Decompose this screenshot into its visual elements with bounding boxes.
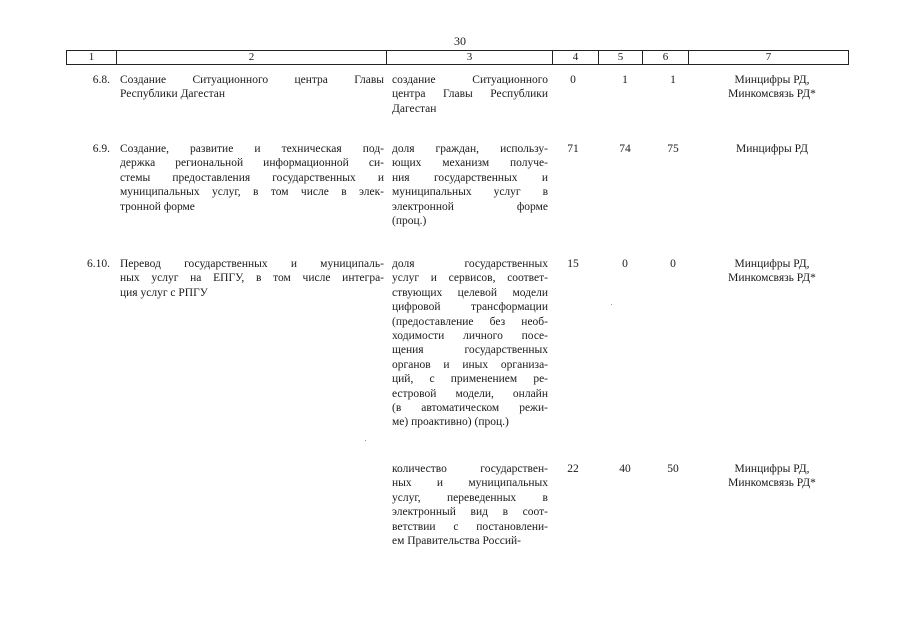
measure-name-line: тронной форме [120, 200, 195, 213]
measure-name [120, 73, 384, 102]
value-col-4: 0 [570, 74, 576, 86]
indicator-line: центра Главы Республики [392, 88, 548, 101]
indicator-text [392, 73, 548, 116]
value-col-6: 0 [670, 258, 676, 270]
indicator-text [392, 142, 548, 228]
measure-name-line: Создание, развитие и техническая под- [120, 143, 384, 155]
indicator-line: ходимости личного посе- [392, 330, 548, 343]
value-col-5: 40 [619, 463, 631, 475]
indicator-line: (предоставление без необ- [392, 315, 548, 328]
indicator-line: цифровой трансформации [392, 301, 548, 314]
indicator-line: создание Ситуационного [392, 74, 548, 86]
value-col-5: 0 [622, 258, 628, 270]
indicator-line: ствующих целевой модели [392, 286, 548, 299]
indicator-line: услуг и сервисов, соответ- [392, 272, 548, 285]
column-number-row [67, 51, 849, 65]
value-col-6: 75 [667, 143, 679, 155]
indicator-line: электронный вид в соот- [392, 506, 548, 519]
responsible-agency: Минцифры РД, Минкомсвязь РД* [728, 74, 816, 101]
row-number: 6.8. [92, 74, 110, 86]
indicator-text [392, 462, 548, 548]
column-number-cell: 4 [553, 51, 599, 65]
column-number-cell: 1 [67, 51, 117, 65]
indicator-line: ющих механизм получе- [392, 157, 548, 170]
responsible-agency: Минцифры РД, Минкомсвязь РД* [728, 463, 816, 490]
indicator-line: органов и иных организа- [392, 358, 548, 371]
value-col-4: 71 [567, 143, 579, 155]
scan-speck [611, 304, 612, 305]
indicator-line: количество государствен- [392, 463, 548, 475]
column-header-table [66, 50, 849, 65]
indicator-line: (проц.) [392, 215, 427, 228]
measure-name [120, 257, 384, 300]
indicator-line: ветствии с постановлени- [392, 520, 548, 533]
column-number-cell: 7 [689, 51, 849, 65]
measure-name-line: ция услуг с РПГУ [120, 286, 208, 299]
row-number: 6.9. [92, 143, 110, 155]
indicator-line: ем Правительства Россий- [392, 535, 521, 548]
page-number: 30 [454, 34, 466, 48]
value-col-4: 22 [567, 463, 579, 475]
indicator-line: услуг, переведенных в [392, 491, 548, 504]
measure-name-line: Создание Ситуационного центра Главы [120, 74, 384, 86]
value-col-4: 15 [567, 258, 579, 270]
indicator-line: ния государственных и [392, 171, 548, 184]
indicator-line: доля граждан, использу- [392, 143, 548, 155]
indicator-text [392, 257, 548, 430]
value-col-5: 74 [619, 143, 631, 155]
measure-name-line: держка региональной информационной си- [120, 157, 384, 170]
indicator-line: электронной форме [392, 200, 548, 213]
column-number-cell: 6 [643, 51, 689, 65]
column-number-cell: 3 [387, 51, 553, 65]
measure-name-line: Перевод государственных и муниципаль- [120, 258, 384, 270]
measure-name-line: муниципальных услуг, в том числе в элек- [120, 186, 384, 199]
indicator-line: муниципальных услуг в [392, 186, 548, 199]
measure-name [120, 142, 384, 214]
indicator-line: ме) проактивно) (проц.) [392, 416, 509, 429]
measure-name-line: Республики Дагестан [120, 88, 225, 101]
responsible-agency: Минцифры РД, Минкомсвязь РД* [728, 258, 816, 285]
indicator-line: (в автоматическом режи- [392, 402, 548, 415]
indicator-line: ных и муниципальных [392, 477, 548, 490]
column-number-cell: 2 [117, 51, 387, 65]
indicator-line: ций, с применением ре- [392, 373, 548, 386]
column-number-cell: 5 [599, 51, 643, 65]
row-number: 6.10. [87, 258, 110, 270]
measure-name-line: ных услуг на ЕПГУ, в том числе интегра- [120, 272, 384, 285]
indicator-line: доля государственных [392, 258, 548, 270]
measure-name-line: стемы предоставления государственных и [120, 171, 384, 184]
indicator-line: щения государственных [392, 344, 548, 357]
scan-speck [365, 440, 366, 441]
responsible-agency: Минцифры РД [735, 143, 809, 155]
value-col-5: 1 [622, 74, 628, 86]
value-col-6: 1 [670, 74, 676, 86]
indicator-line: естровой модели, онлайн [392, 387, 548, 400]
indicator-line: Дагестан [392, 102, 437, 115]
value-col-6: 50 [667, 463, 679, 475]
